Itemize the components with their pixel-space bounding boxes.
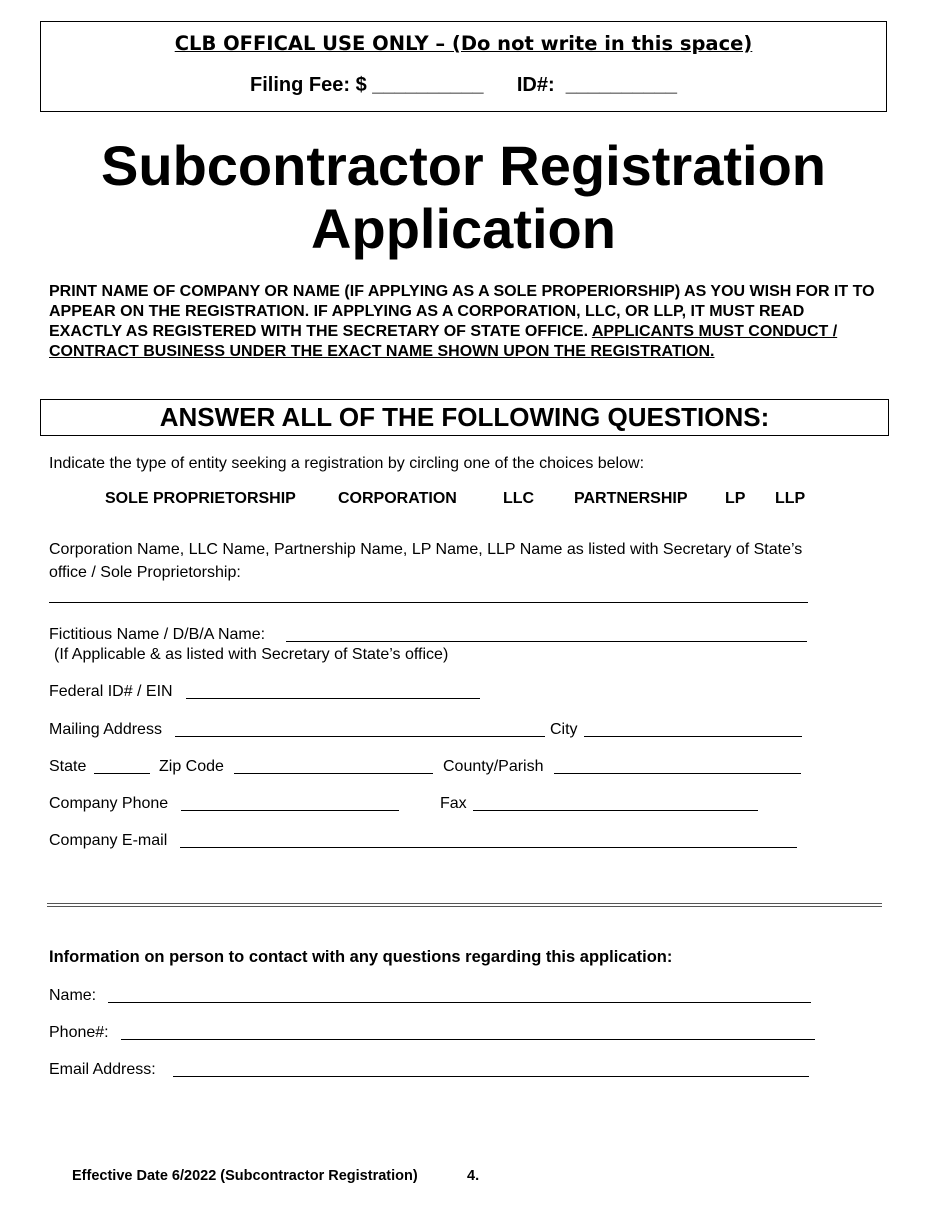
state-label: State <box>49 758 87 775</box>
contact-phone-field[interactable] <box>121 1039 815 1040</box>
contact-phone-label: Phone#: <box>49 1024 109 1041</box>
corp-name-label-line2: office / Sole Proprietorship: <box>49 564 241 581</box>
corp-name-label-line1: Corporation Name, LLC Name, Partnership Name, LP Name, LLP Name as listed with Secretary of State’s <box>49 541 803 558</box>
title-line-2: Application <box>311 197 616 260</box>
contact-email-field[interactable] <box>173 1076 809 1077</box>
entity-option-llc[interactable]: LLC <box>503 490 535 507</box>
city-field[interactable] <box>584 736 802 737</box>
company-phone-field[interactable] <box>181 810 399 811</box>
instructions-text: PRINT NAME OF COMPANY OR NAME (IF APPLYING AS A SOLE PROPERIORSHIP) AS YOU WISH FOR IT TO APPEAR ON THE REGISTRATION. IF APPLYING AS A CORPORATION, LLC, OR LLP, IT MUST READ EXACTLY AS REGISTERED WITH THE SECRETARY OF STATE OFFICE. <box>49 283 875 340</box>
entity-option-partnership[interactable]: PARTNERSHIP <box>574 490 688 507</box>
mailing-address-label: Mailing Address <box>49 721 162 738</box>
company-phone-label: Company Phone <box>49 795 169 812</box>
zip-field[interactable] <box>234 773 433 774</box>
entity-option-sole-proprietorship[interactable]: SOLE PROPRIETORSHIP <box>105 490 296 507</box>
entity-option-lp[interactable]: LP <box>725 490 746 507</box>
instructions-paragraph <box>49 282 879 362</box>
mailing-address-field[interactable] <box>175 736 545 737</box>
corp-name-field[interactable] <box>49 602 808 603</box>
office-use-box <box>40 21 887 112</box>
filing-fee-id-line: Filing Fee: $ __________ ID#: __________ <box>250 74 677 96</box>
contact-name-label: Name: <box>49 987 97 1004</box>
section-divider <box>47 903 882 907</box>
zip-label: Zip Code <box>159 758 224 775</box>
company-email-field[interactable] <box>180 847 797 848</box>
footer-page-number: 4. <box>467 1168 480 1184</box>
dba-field[interactable] <box>286 641 807 642</box>
office-use-title: CLB OFFICAL USE ONLY – (Do not write in this space) <box>174 32 753 55</box>
title-line-1: Subcontractor Registration <box>101 134 826 197</box>
entity-option-llp[interactable]: LLP <box>775 490 806 507</box>
entity-option-corporation[interactable]: CORPORATION <box>338 490 457 507</box>
contact-heading: Information on person to contact with any questions regarding this application: <box>49 948 673 966</box>
footer-effective-date: Effective Date 6/2022 (Subcontractor Registration) <box>72 1168 418 1184</box>
city-label: City <box>550 721 578 738</box>
instructions-underlined-text: APPLICANTS MUST CONDUCT / CONTRACT BUSINESS UNDER THE EXACT NAME SHOWN UPON THE REGISTRATION. <box>49 323 838 360</box>
page-title <box>40 134 887 260</box>
ein-field[interactable] <box>186 698 480 699</box>
dba-label: Fictitious Name / D/B/A Name: <box>49 626 266 643</box>
state-field[interactable] <box>94 773 150 774</box>
county-label: County/Parish <box>443 758 544 775</box>
county-field[interactable] <box>554 773 801 774</box>
dba-note: (If Applicable & as listed with Secretary of State’s office) <box>54 646 449 663</box>
entity-prompt: Indicate the type of entity seeking a registration by circling one of the choices below: <box>49 455 645 472</box>
questions-heading: ANSWER ALL OF THE FOLLOWING QUESTIONS: <box>40 399 889 436</box>
fax-label: Fax <box>440 795 467 812</box>
company-email-label: Company E-mail <box>49 832 168 849</box>
contact-email-label: Email Address: <box>49 1061 156 1078</box>
ein-label: Federal ID# / EIN <box>49 683 173 700</box>
contact-name-field[interactable] <box>108 1002 811 1003</box>
fax-field[interactable] <box>473 810 758 811</box>
